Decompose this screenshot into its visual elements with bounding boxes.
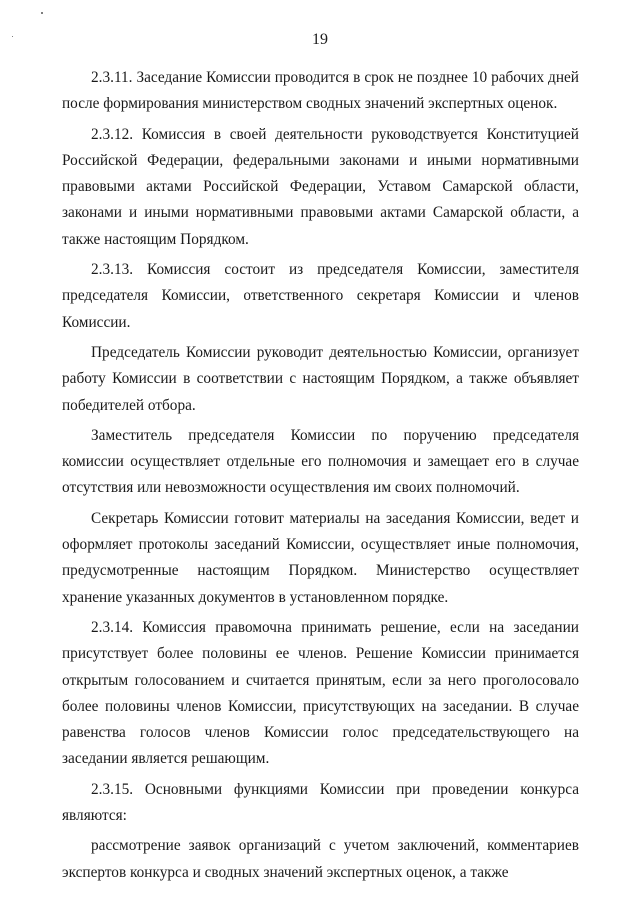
paragraph-2-3-13: 2.3.13. Комиссия состоит из председателя Комиссии, заместителя председателя Комиссии, ответственного секретаря Комиссии и членов Комиссии. xyxy=(62,261,579,331)
document-body xyxy=(62,65,579,890)
paragraph-functions-item: рассмотрение заявок организаций с учетом заключений, комментариев экспертов конкурса и сводных значений экспертных оценок, а также xyxy=(62,837,579,881)
scan-artifact-dot xyxy=(41,12,43,14)
paragraph-2-3-14: 2.3.14. Комиссия правомочна принимать решение, если на заседании присутствует более половины ее членов. Решение Комиссии принимается открытым голосованием и считается принятым, если за него проголосовало более половины членов Комиссии, присутствующих на заседании. В случае равенства голосов членов Комиссии голос председательствующего на заседании является решающим. xyxy=(62,618,579,768)
paragraph-2-3-12: 2.3.12. Комиссия в своей деятельности руководствуется Конституцией Российской Федерации, федеральными законами и иными нормативными правовыми актами Российской Федерации, Уставом Самарской области, законами и иными нормативными правовыми актами Самарской области, а также настоящим Порядком. xyxy=(62,125,579,248)
paragraph-deputy-chairman: Заместитель председателя Комиссии по поручению председателя комиссии осуществляет отдельные его полномочия и замещает его в случае отсутствия или невозможности осуществления им своих полномочий. xyxy=(62,426,579,497)
paragraph-2-3-11: 2.3.11. Заседание Комиссии проводится в срок не позднее 10 рабочих дней после формирования министерством сводных значений экспертных оценок. xyxy=(62,69,579,113)
paragraph-secretary: Секретарь Комиссии готовит материалы на заседания Комиссии, ведет и оформляет протоколы заседаний Комиссии, осуществляет иные полномочия, предусмотренные настоящим Порядком. Министерство осуществляет хранение указанных документов в установленном порядке. xyxy=(62,509,579,606)
paragraph-chairman: Председатель Комиссии руководит деятельностью Комиссии, организует работу Комиссии в соответствии с настоящим Порядком, а также объявляет победителей отбора. xyxy=(62,343,579,414)
page-number: 19 xyxy=(312,31,328,48)
paragraph-2-3-15: 2.3.15. Основными функциями Комиссии при проведении конкурса являются: xyxy=(62,780,579,825)
